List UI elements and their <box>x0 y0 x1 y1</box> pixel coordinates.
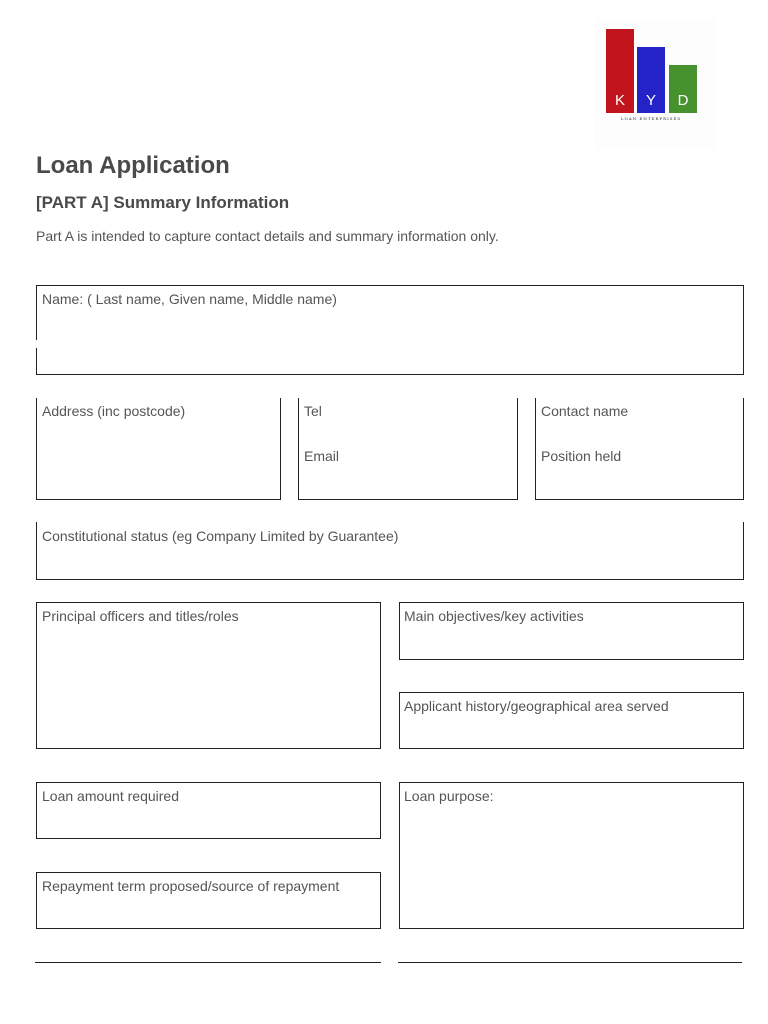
contact-name-label: Contact name <box>541 403 629 419</box>
loan-purpose-label: Loan purpose: <box>404 788 494 804</box>
constitutional-status-label: Constitutional status (eg Company Limited by Guarantee) <box>42 528 399 544</box>
repayment-term-label: Repayment term proposed/source of repayment <box>42 878 340 894</box>
email-label: Email <box>304 448 340 464</box>
name-field[interactable] <box>36 285 744 375</box>
tel-label: Tel <box>304 403 322 419</box>
contact-field[interactable] <box>535 398 744 500</box>
loan-amount-label: Loan amount required <box>42 788 179 804</box>
repayment-term-field[interactable] <box>36 872 381 929</box>
address-field[interactable] <box>36 398 281 500</box>
page-title: Loan Application <box>36 152 230 179</box>
position-held-label: Position held <box>541 448 622 464</box>
logo-bar-y <box>637 47 665 113</box>
applicant-history-field[interactable] <box>399 692 744 749</box>
name-box-gap <box>35 340 38 348</box>
logo-letter-k: K <box>614 92 625 109</box>
logo-letter-y: Y <box>645 92 656 109</box>
section-heading: [PART A] Summary Information <box>36 193 290 212</box>
loan-purpose-field[interactable] <box>399 782 744 929</box>
tel-email-field[interactable] <box>298 398 518 500</box>
loan-amount-field[interactable] <box>36 782 381 839</box>
principal-officers-field[interactable] <box>36 602 381 749</box>
bottom-rule-left <box>35 962 381 963</box>
intro-text: Part A is intended to capture contact details and summary information only. <box>36 228 499 244</box>
logo-letter-d: D <box>677 92 689 109</box>
main-objectives-label: Main objectives/key activities <box>404 608 584 624</box>
kyd-logo <box>594 18 716 150</box>
address-label: Address (inc postcode) <box>42 403 186 419</box>
name-label: Name: ( Last name, Given name, Middle name) <box>42 291 337 307</box>
applicant-history-label: Applicant history/geographical area served <box>404 698 669 714</box>
logo-subtitle: LOAN ENTERPRISES <box>620 116 682 121</box>
main-objectives-field[interactable] <box>399 602 744 660</box>
principal-officers-label: Principal officers and titles/roles <box>42 608 239 624</box>
constitutional-status-field[interactable] <box>36 522 744 580</box>
logo-bar-k <box>606 29 634 113</box>
logo-bar-d <box>669 65 697 113</box>
bottom-rule-right <box>398 962 742 963</box>
